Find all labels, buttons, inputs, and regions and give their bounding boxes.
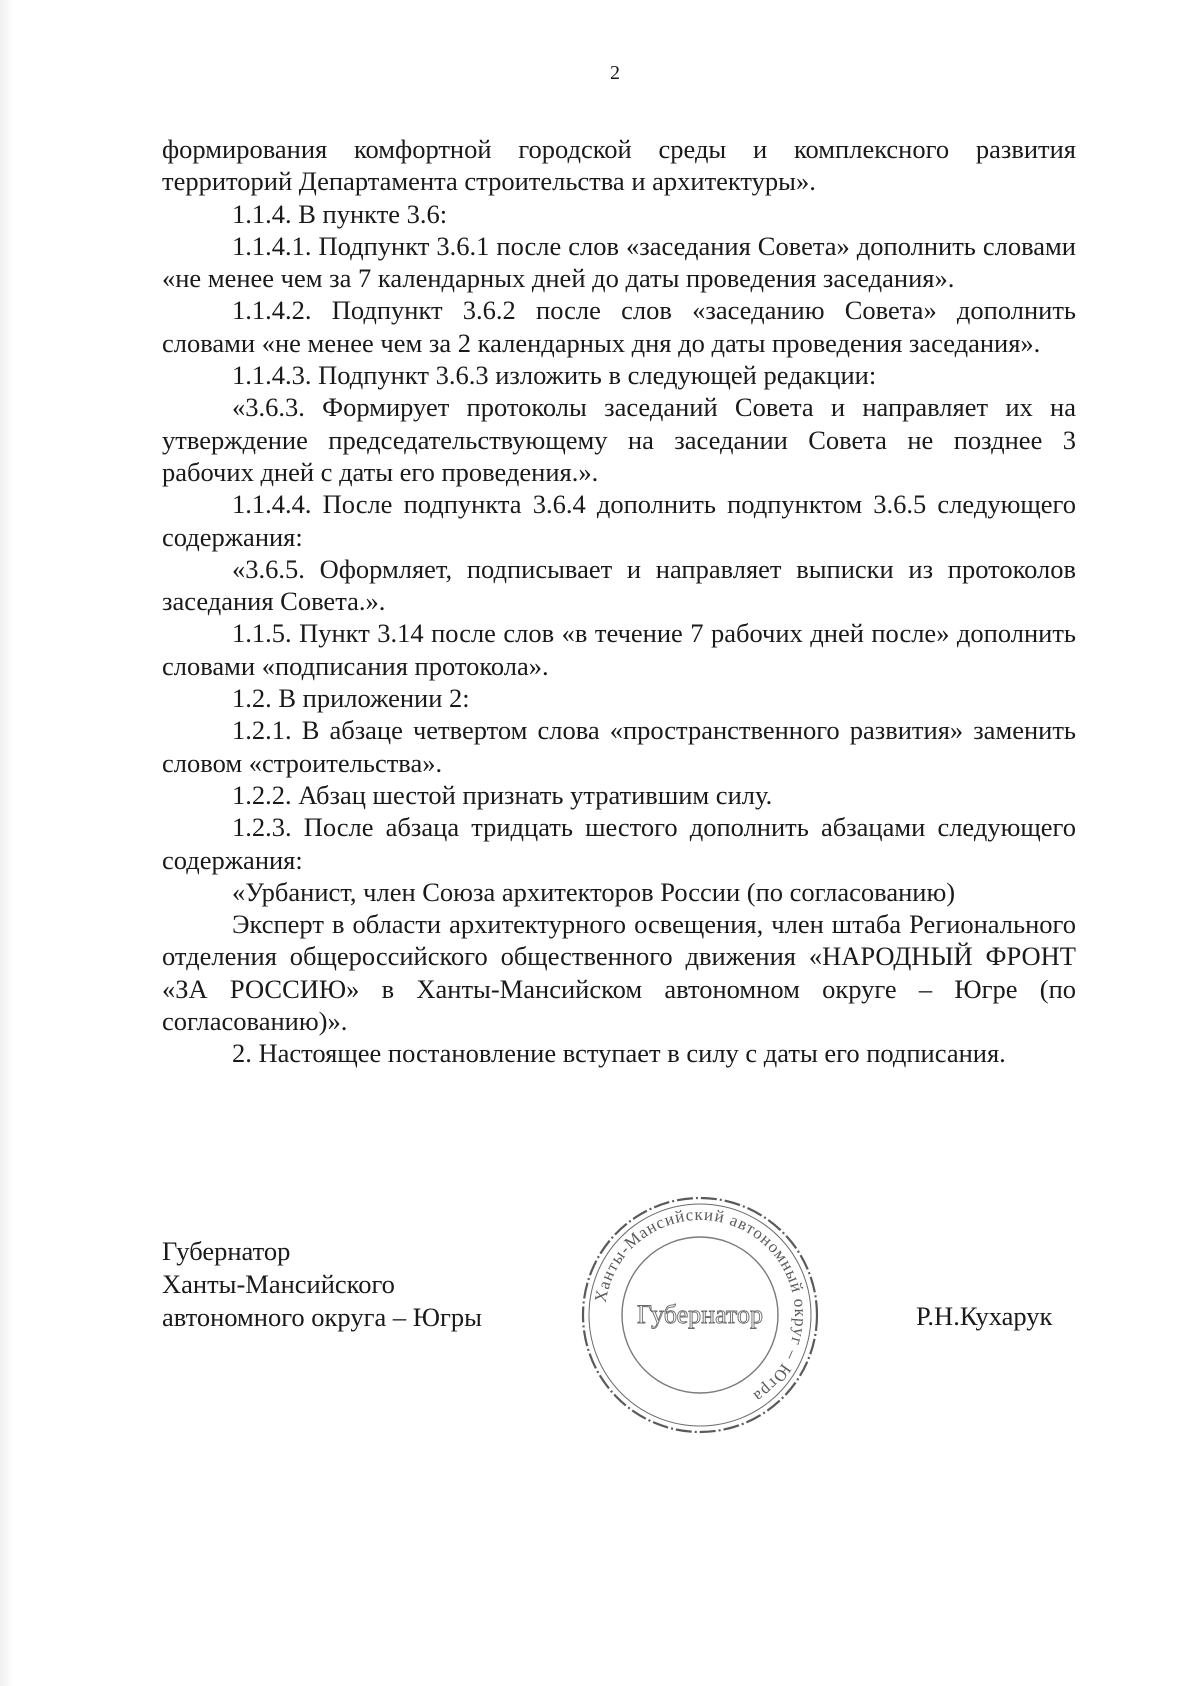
paragraph: 2. Настоящее постановление вступает в силу с даты его подписания. — [232, 1038, 1006, 1069]
paragraph: 1.1.4.4. После подпункта 3.6.4 дополнить подпунктом 3.6.5 следующего содержания: — [162, 489, 1076, 552]
paragraph: 1.1.4.3. Подпункт 3.6.3 изложить в следующей редакции: — [232, 360, 877, 391]
paragraph: 1.1.4.2. Подпункт 3.6.2 после слов «заседанию Совета» дополнить словами «не менее чем за 2 календарных дня до даты проведения заседания». — [162, 295, 1076, 358]
paragraph: 1.2. В приложении 2: — [232, 683, 470, 714]
seal-center-text: Губернатор — [637, 1300, 763, 1329]
official-seal-stamp — [575, 1190, 825, 1440]
scan-edge-shadow — [0, 0, 14, 1686]
paragraph: 1.1.4.1. Подпункт 3.6.1 после слов «заседания Совета» дополнить словами «не менее чем за 7 календарных дней до даты проведения заседания». — [162, 230, 1076, 294]
paragraph: 1.1.4. В пункте 3.6: — [232, 198, 448, 229]
paragraph: 1.1.5. Пункт 3.14 после слов «в течение 7 рабочих дней после» дополнить словами «подписания протокола». — [162, 618, 1076, 681]
paragraph: «Урбанист, член Союза архитекторов России (по согласованию) — [232, 876, 956, 907]
signatory-name: Р.Н.Кухарук — [916, 1301, 1053, 1331]
signatory-position-line: Ханты-Мансийского — [162, 1269, 395, 1299]
paragraph: 1.2.3. После абзаца тридцать шестого дополнить абзацами следующего содержания: — [162, 812, 1076, 875]
document-body — [162, 133, 1076, 1070]
paragraph: «3.6.3. Формирует протоколы заседаний Совета и направляет их на утверждение председательствующему на заседании Совета не позднее 3 рабочих дней с даты его проведения.». — [162, 392, 1076, 487]
paragraph: формирования комфортной городской среды и комплексного развития территорий Департамента строительства и архитектуры». — [162, 134, 1076, 197]
paragraph: 1.2.2. Абзац шестой признать утратившим силу. — [232, 779, 773, 810]
page-number: 2 — [610, 62, 620, 84]
paragraph: Эксперт в области архитектурного освещения, член штаба Регионального отделения общероссийского общественного движения «НАРОДНЫЙ ФРОНТ «ЗА РОССИЮ» в Ханты-Мансийском автономном округе – Югре (по согласованию)». — [162, 909, 1076, 1037]
signatory-position-line: автономного округа – Югры — [162, 1302, 482, 1332]
paragraph: «3.6.5. Оформляет, подписывает и направляет выписки из протоколов заседания Совета.». — [162, 553, 1076, 617]
seal-ring-text: Ханты-Мансийский автономный округ – Югра — [590, 1204, 811, 1407]
signatory-position — [162, 1235, 482, 1334]
paragraph: 1.2.1. В абзаце четвертом слова «пространственного развития» заменить словом «строительства». — [162, 715, 1076, 778]
signatory-position-line: Губернатор — [162, 1236, 291, 1266]
